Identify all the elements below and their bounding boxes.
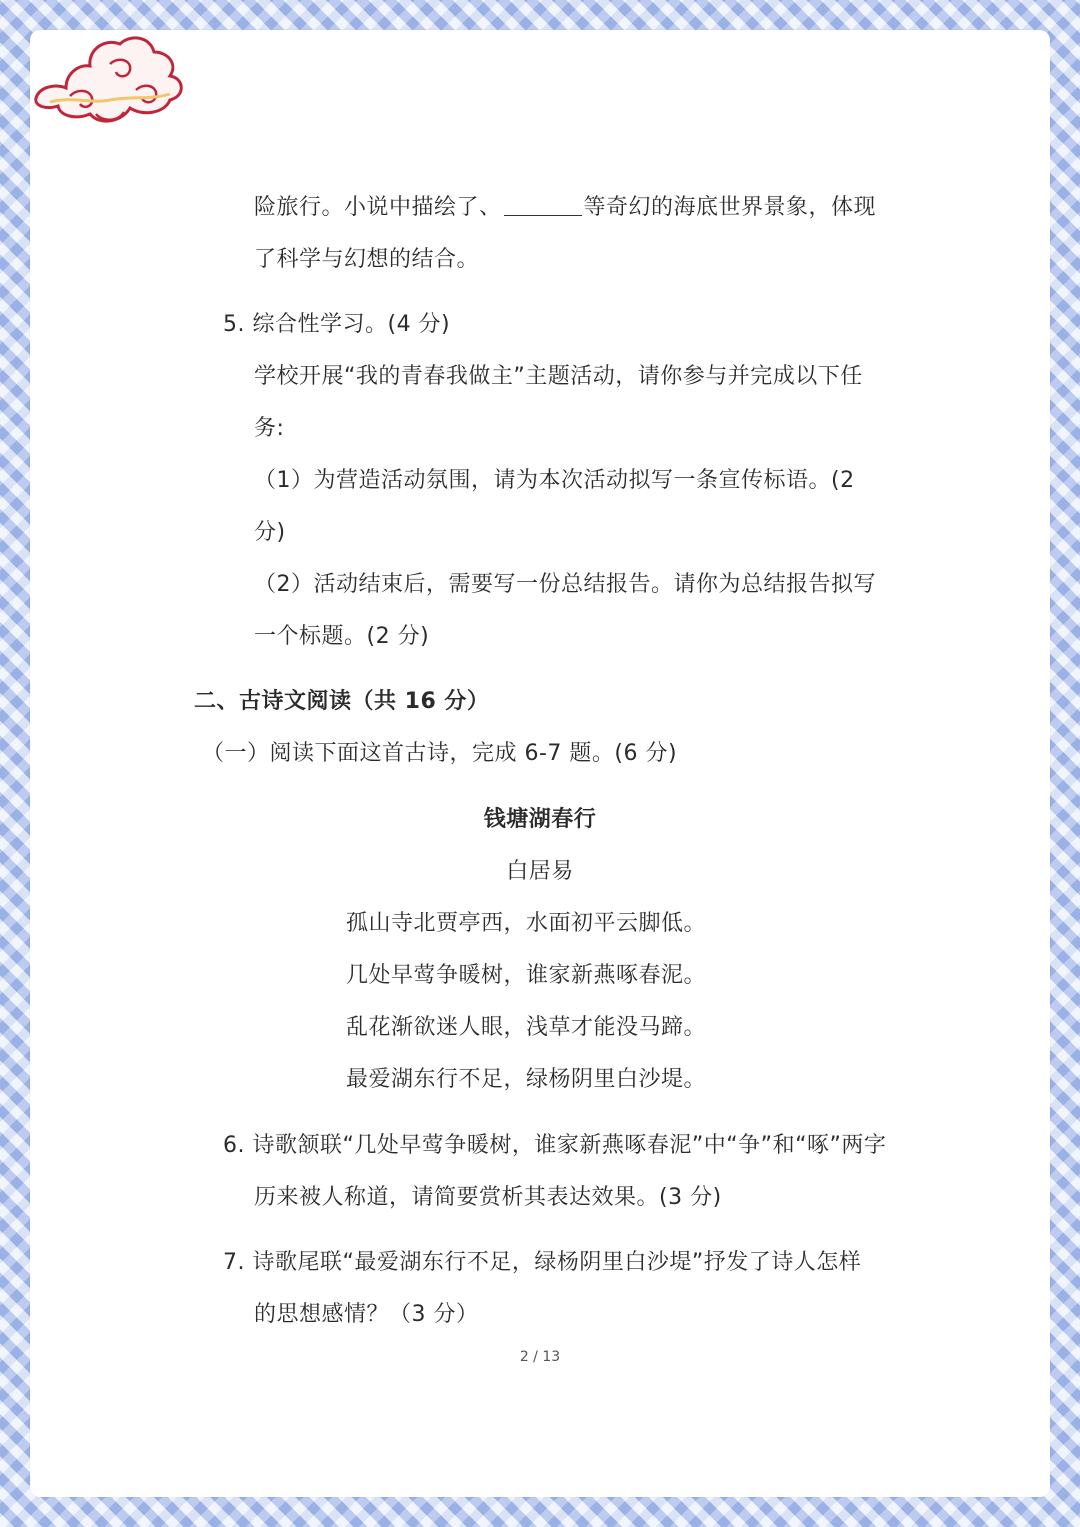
question-6-text: 6. 诗歌颔联“几处早莺争暖树，谁家新燕啄春泥”中“争”和“啄”两字: [223, 1133, 887, 1158]
poem-line: 孤山寺北贾亭西，水面初平云脚低。: [346, 911, 707, 936]
paragraph-line: 了科学与幻想的结合。: [254, 247, 480, 272]
section-heading: 二、古诗文阅读（共 16 分）: [194, 689, 490, 714]
poem-line: 几处早莺争暖树，谁家新燕啄春泥。: [346, 963, 707, 988]
paragraph-text: 等奇幻的海底世界景象，体现: [583, 195, 877, 220]
question-5-subtask-2: 一个标题。(2 分): [254, 624, 430, 649]
question-5-subtask-2: （2）活动结束后，需要写一份总结报告。请你为总结报告拟写: [254, 572, 876, 597]
paragraph-line: [254, 194, 876, 222]
poem-title: 钱塘湖春行: [483, 807, 597, 832]
question-7-text: 的思想感情？（3 分）: [254, 1302, 479, 1327]
page-number: 2 / 13: [519, 1349, 561, 1365]
paragraph-text: 险旅行。小说中描绘了、: [254, 195, 502, 220]
question-5-title: 5. 综合性学习。(4 分): [223, 312, 451, 337]
question-5-text: 学校开展“我的青春我做主”主题活动，请你参与并完成以下任: [254, 364, 863, 389]
poem-author: 白居易: [506, 859, 574, 884]
question-5-text: 务:: [254, 416, 285, 441]
poem-line: 最爱湖东行不足，绿杨阴里白沙堤。: [346, 1067, 707, 1092]
question-6-text: 历来被人称道，请简要赏析其表达效果。(3 分): [254, 1185, 722, 1210]
answer-blank: [504, 195, 582, 216]
document-page: [30, 30, 1050, 1497]
question-5-subtask-1: 分): [254, 520, 286, 545]
poem-line: 乱花渐欲迷人眼，浅草才能没马蹄。: [346, 1015, 707, 1040]
question-7-text: 7. 诗歌尾联“最爱湖东行不足，绿杨阴里白沙堤”抒发了诗人怎样: [223, 1250, 862, 1275]
section-subheading: （一）阅读下面这首古诗，完成 6-7 题。(6 分): [202, 741, 678, 766]
question-5-subtask-1: （1）为营造活动氛围，请为本次活动拟写一条宣传标语。(2: [254, 468, 855, 493]
cloud-ornament-icon: [30, 30, 190, 135]
